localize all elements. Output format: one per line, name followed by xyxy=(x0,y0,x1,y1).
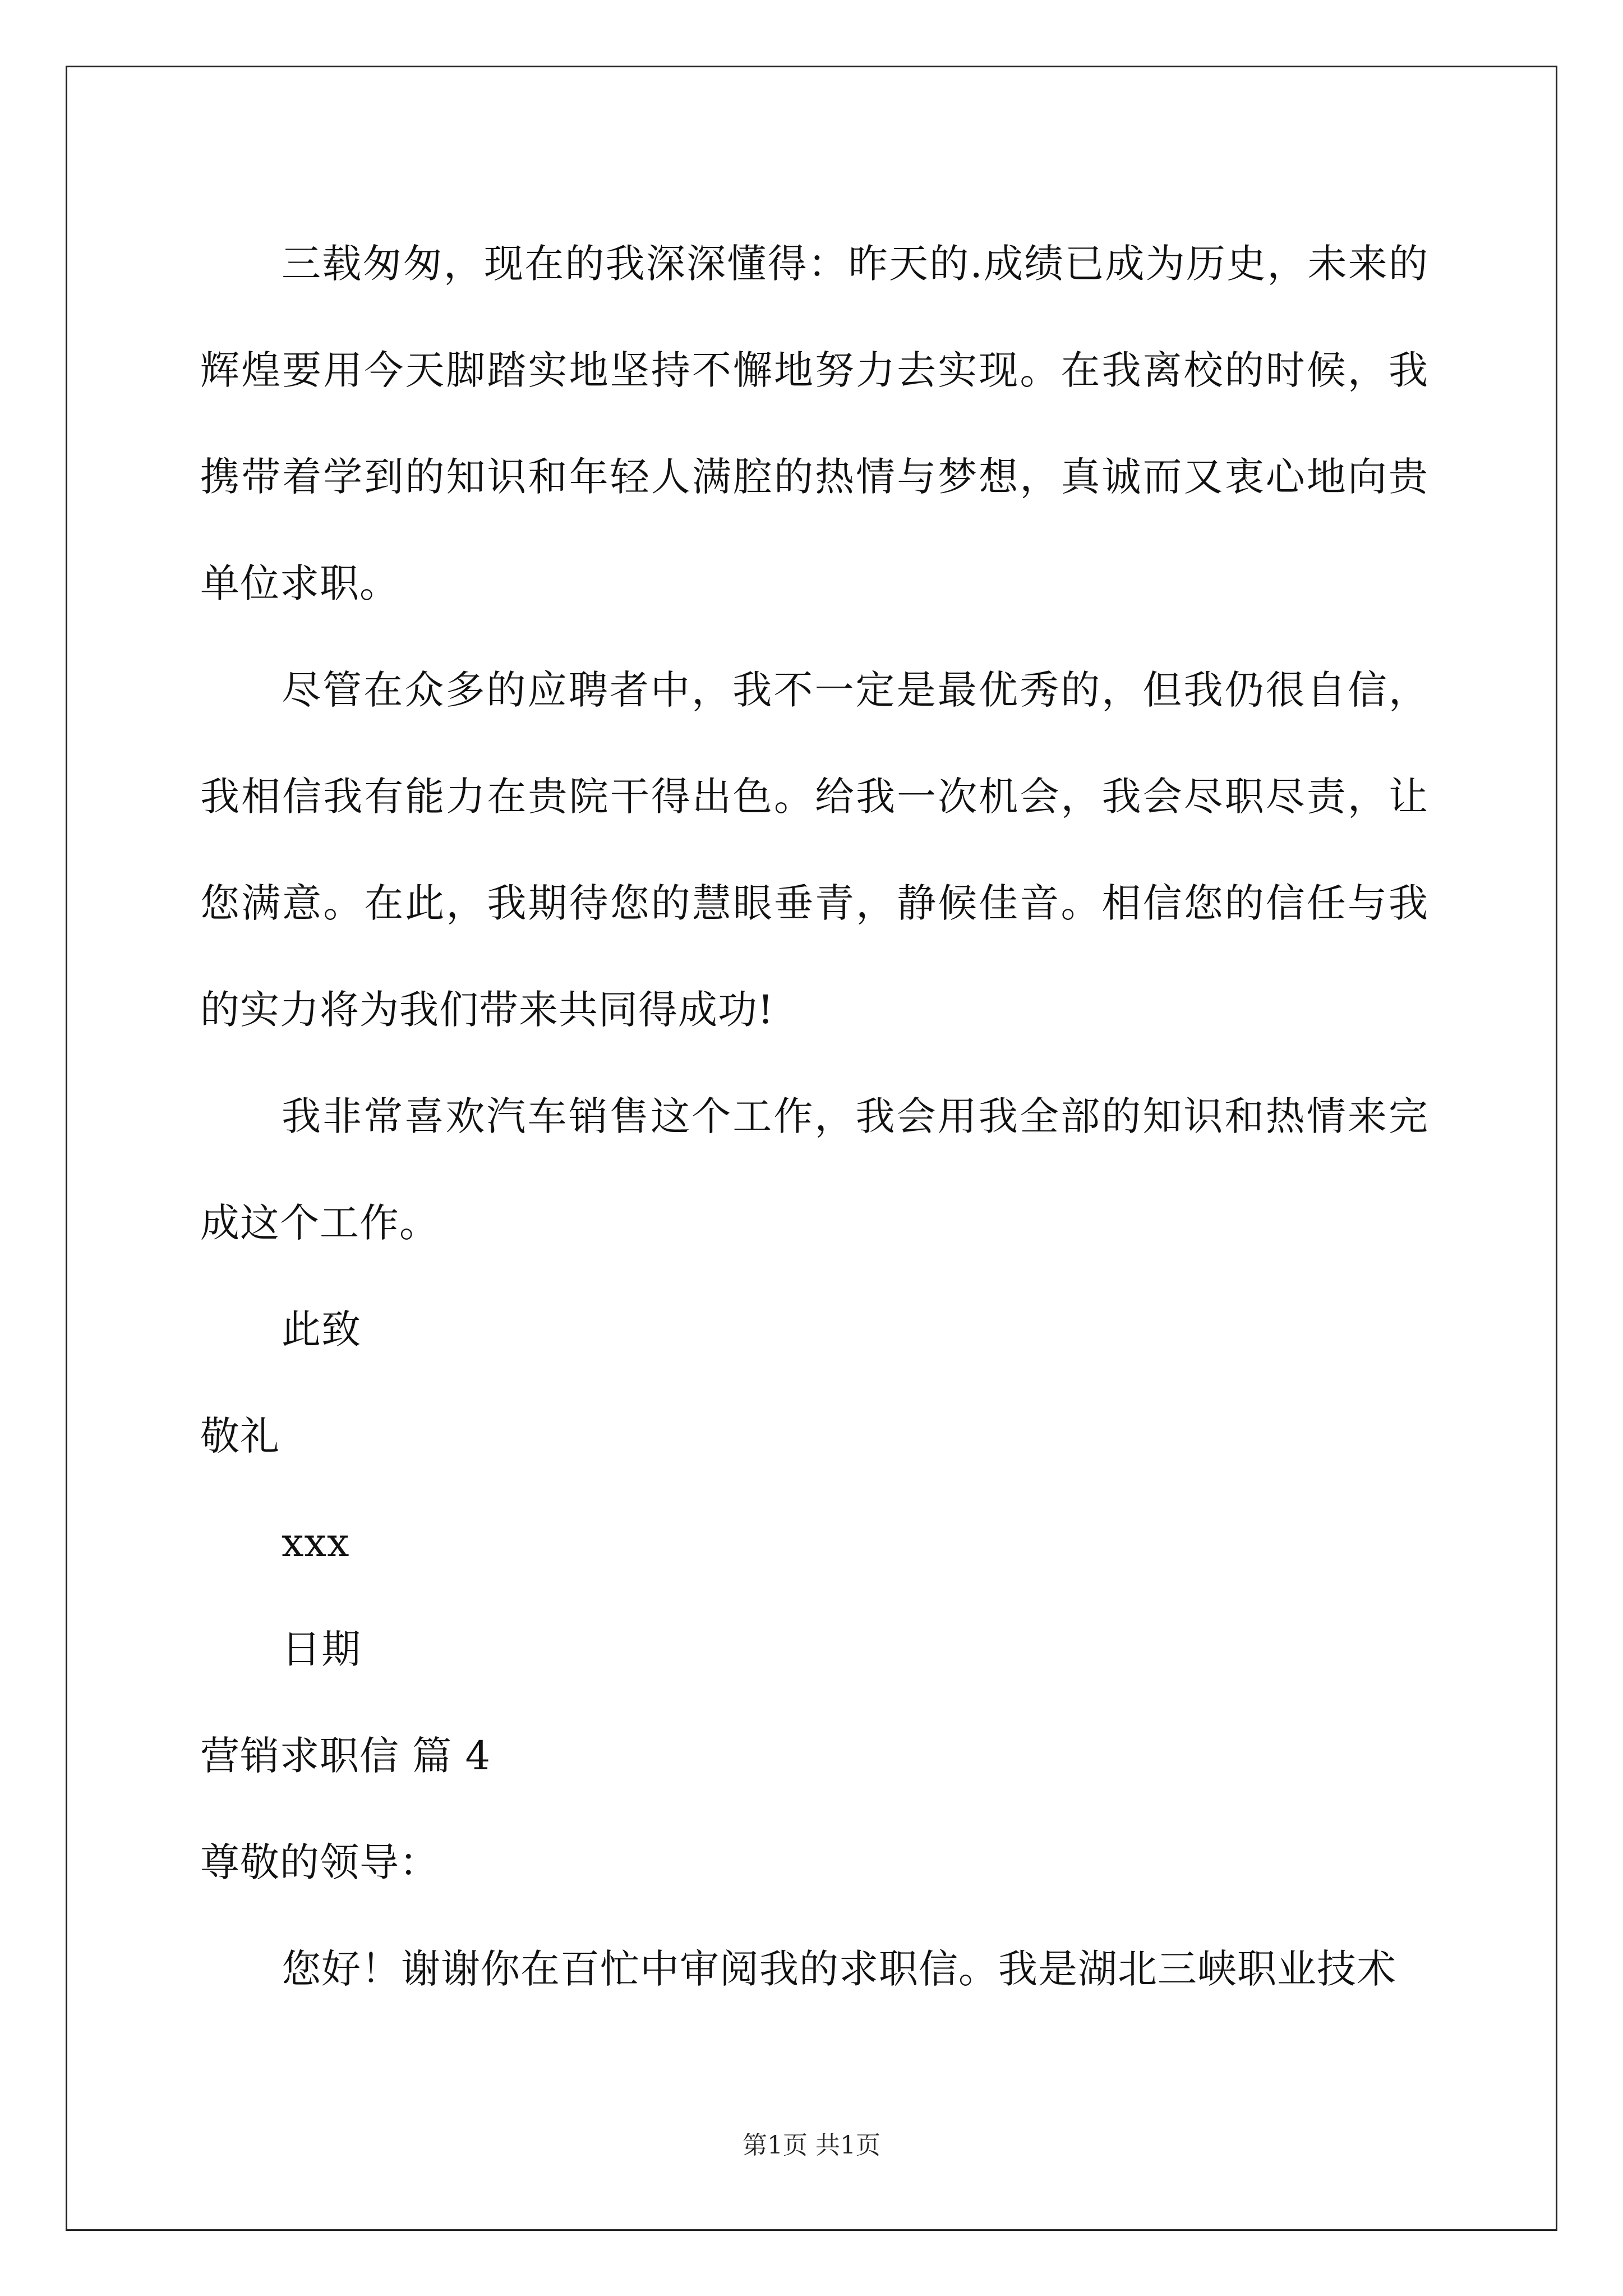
paragraph-confidence: 尽管在众多的应聘者中，我不一定是最优秀的，但我仍很自信，我相信我有能力在贵院干得出色。给我一次机会，我会尽职尽责，让您满意。在此，我期待您的慧眼垂青，静候佳音。相信您的信任与我的实力将为我们带来共同得成功! xyxy=(200,667,1428,1033)
closing-regards: 敬礼 xyxy=(200,1413,280,1459)
paragraph-opening: 您好！谢谢你在百忙中审阅我的求职信。我是湖北三峡职业技术 xyxy=(282,1946,1396,1992)
signature-date: 日期 xyxy=(282,1626,361,1672)
greeting: 尊敬的领导： xyxy=(200,1839,439,1885)
section-heading: 营销求职信 篇 4 xyxy=(200,1733,491,1779)
paragraph-interest: 我非常喜欢汽车销售这个工作，我会用我全部的知识和热情来完成这个工作。 xyxy=(200,1093,1428,1246)
signature-name: xxx xyxy=(282,1520,350,1566)
page-number-footer: 第1页 共1页 xyxy=(743,2131,880,2160)
closing-salutation: 此致 xyxy=(282,1306,361,1352)
letter-body xyxy=(200,210,1428,2022)
paragraph-intro: 三载匆匆，现在的我深深懂得：昨天的.成绩已成为历史，未来的辉煌要用今天脚踏实地坚持不懈地努力去实现。在我离校的时候，我携带着学到的知识和年轻人满腔的热情与梦想，真诚而又衷心地向贵单位求职。 xyxy=(200,241,1428,606)
